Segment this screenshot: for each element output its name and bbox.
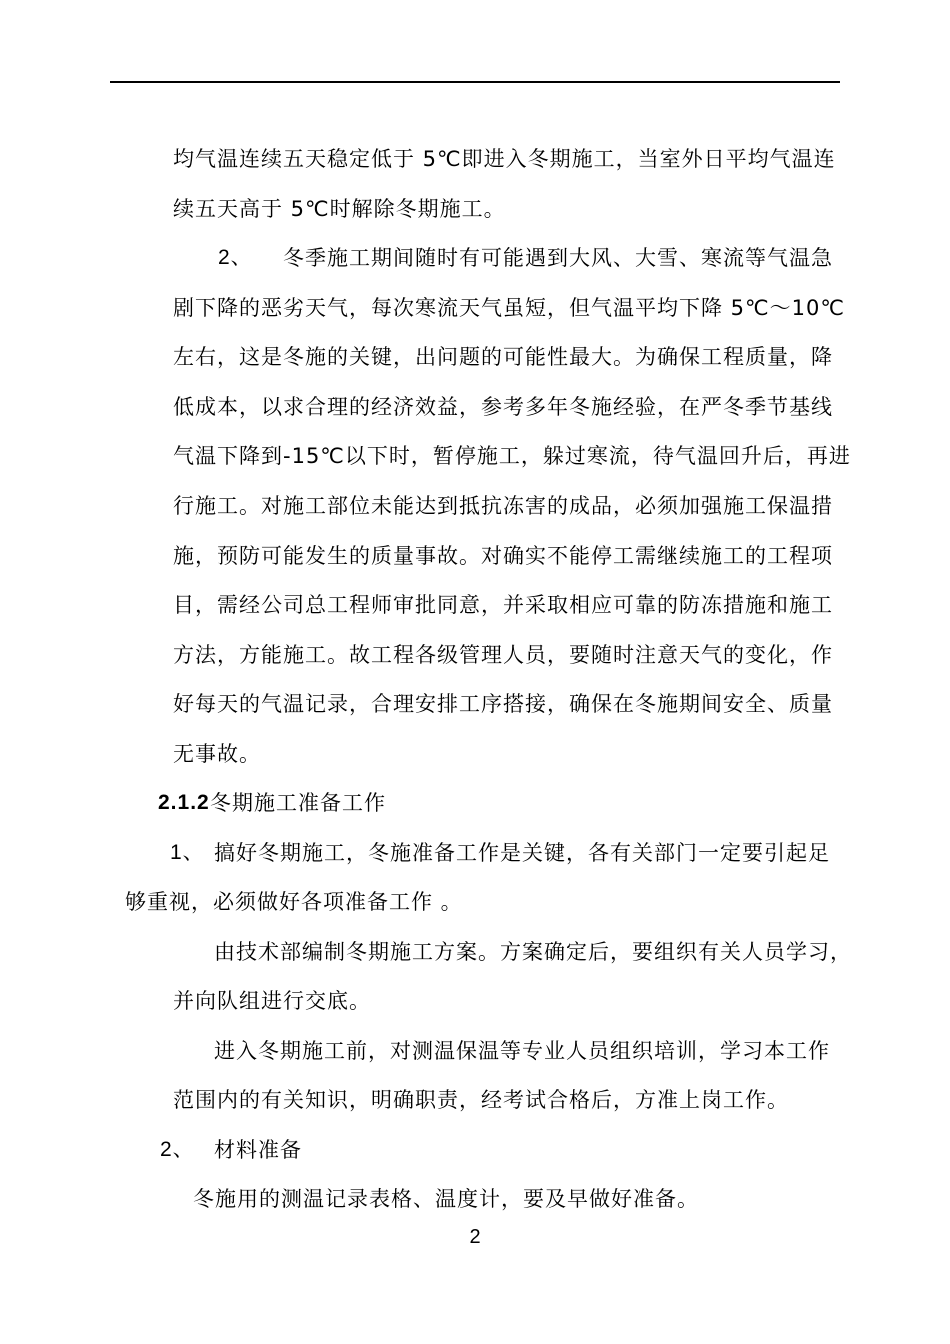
header-rule bbox=[110, 81, 840, 83]
text-line: 冬季施工期间随时有可能遇到大风、大雪、寒流等气温急 bbox=[283, 246, 833, 270]
text-line: 气温下降到-15℃以下时，暂停施工，躲过寒流，待气温回升后，再进 bbox=[173, 444, 851, 468]
text-line: 方法，方能施工。故工程各级管理人员，要随时注意天气的变化，作 bbox=[173, 643, 833, 667]
text-line: 低成本，以求合理的经济效益，参考多年冬施经验，在严冬季节基线 bbox=[173, 395, 833, 419]
text-line: 剧下降的恶劣天气，每次寒流天气虽短，但气温平均下降 5℃～10℃ bbox=[173, 296, 845, 320]
text-line: 好每天的气温记录，合理安排工序搭接，确保在冬施期间安全、质量 bbox=[173, 692, 833, 716]
text-line: 左右，这是冬施的关键，出问题的可能性最大。为确保工程质量，降 bbox=[173, 345, 833, 369]
text-line: 并向队组进行交底。 bbox=[173, 989, 371, 1013]
item-number: 2、 bbox=[218, 246, 253, 269]
text-line: 搞好冬期施工，冬施准备工作是关键，各有关部门一定要引起足 bbox=[214, 841, 830, 865]
text-line: 均气温连续五天稳定低于 5℃即进入冬期施工，当室外日平均气温连 bbox=[173, 147, 836, 171]
text-line: 进入冬期施工前，对测温保温等专业人员组织培训，学习本工作 bbox=[214, 1039, 830, 1063]
text-line: 施，预防可能发生的质量事故。对确实不能停工需继续施工的工程项 bbox=[173, 544, 833, 568]
section-number: 2.1.2 bbox=[158, 791, 210, 814]
item-number: 1、 bbox=[170, 841, 205, 864]
text-line: 范围内的有关知识，明确职责，经考试合格后，方准上岗工作。 bbox=[173, 1088, 789, 1112]
text-line: 续五天高于 5℃时解除冬期施工。 bbox=[173, 197, 506, 221]
text-line: 材料准备 bbox=[214, 1138, 302, 1162]
item-number: 2、 bbox=[160, 1138, 195, 1161]
text-line: 目，需经公司总工程师审批同意，并采取相应可靠的防冻措施和施工 bbox=[173, 593, 833, 617]
text-line: 无事故。 bbox=[173, 742, 261, 766]
text-line: 冬施用的测温记录表格、温度计，要及早做好准备。 bbox=[193, 1187, 699, 1211]
text-line: 够重视，必须做好各项准备工作 。 bbox=[125, 890, 463, 914]
text-line: 行施工。对施工部位未能达到抵抗冻害的成品，必须加强施工保温措 bbox=[173, 494, 833, 518]
page-number: 2 bbox=[469, 1226, 481, 1248]
section-heading: 冬期施工准备工作 bbox=[210, 791, 386, 815]
text-line: 由技术部编制冬期施工方案。方案确定后，要组织有关人员学习， bbox=[214, 940, 852, 964]
